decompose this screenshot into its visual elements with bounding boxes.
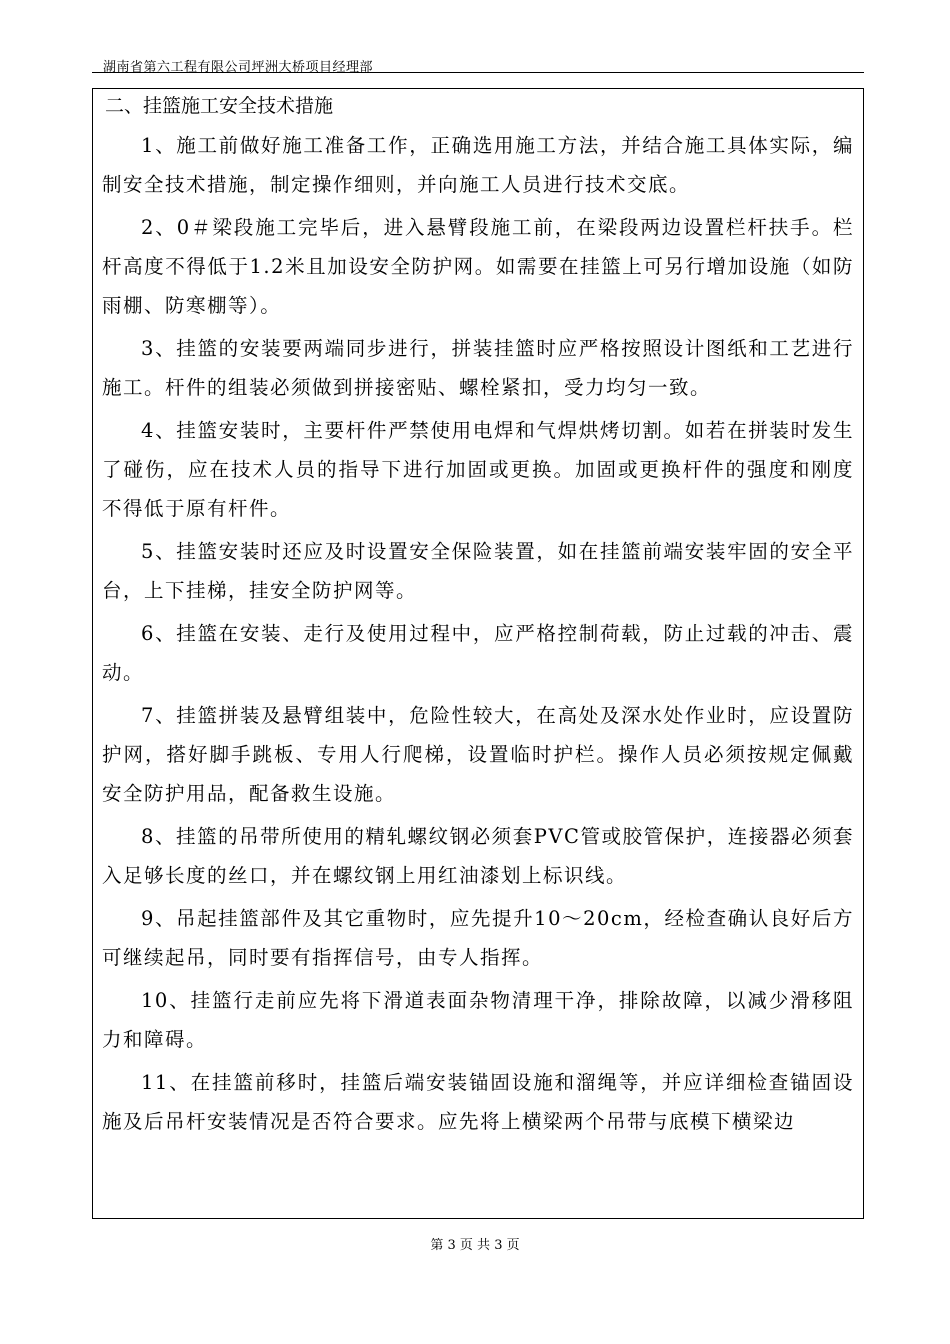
paragraph-6: 6、挂篮在安装、走行及使用过程中，应严格控制荷载，防止过载的冲击、震动。	[102, 622, 854, 684]
paragraph-11: 11、在挂篮前移时，挂篮后端安装锚固设施和溜绳等，并应详细检查锚固设施及后吊杆安装情况是否符合要求。应先将上横梁两个吊带与底模下横梁边	[102, 1071, 854, 1133]
header-divider	[92, 72, 864, 73]
paragraph-4: 4、挂篮安装时，主要杆件严禁使用电焊和气焊烘烤切割。如若在拼装时发生了碰伤，应在技术人员的指导下进行加固或更换。加固或更换杆件的强度和刚度不得低于原有杆件。	[102, 419, 854, 520]
paragraph-8: 8、挂篮的吊带所使用的精轧螺纹钢必须套PVC管或胶管保护，连接器必须套入足够长度的丝口，并在螺纹钢上用红油漆划上标识线。	[102, 825, 854, 887]
paragraph-9: 9、吊起挂篮部件及其它重物时，应先提升10～20cm，经检查确认良好后方可继续起吊，同时要有指挥信号，由专人指挥。	[102, 907, 854, 969]
document-header: 湖南省第六工程有限公司坪洲大桥项目经理部	[103, 60, 374, 75]
paragraph-5: 5、挂篮安装时还应及时设置安全保险装置，如在挂篮前端安装牢固的安全平台，上下挂梯，挂安全防护网等。	[102, 540, 854, 602]
paragraph-2: 2、0＃梁段施工完毕后，进入悬臂段施工前，在梁段两边设置栏杆扶手。栏杆高度不得低于1.2米且加设安全防护网。如需要在挂篮上可另行增加设施（如防雨棚、防寒棚等）。	[102, 216, 854, 317]
paragraph-10: 10、挂篮行走前应先将下滑道表面杂物清理干净，排除故障，以减少滑移阻力和障碍。	[102, 989, 854, 1051]
paragraph-list	[102, 126, 854, 1145]
paragraph-7: 7、挂篮拼装及悬臂组装中，危险性较大，在高处及深水处作业时，应设置防护网，搭好脚手跳板、专用人行爬梯，设置临时护栏。操作人员必须按规定佩戴安全防护用品，配备救生设施。	[102, 704, 854, 805]
paragraph-1: 1、施工前做好施工准备工作，正确选用施工方法，并结合施工具体实际，编制安全技术措施，制定操作细则，并向施工人员进行技术交底。	[102, 134, 854, 196]
paragraph-3: 3、挂篮的安装要两端同步进行，拼装挂篮时应严格按照设计图纸和工艺进行施工。杆件的组装必须做到拼接密贴、螺栓紧扣，受力均匀一致。	[102, 337, 854, 399]
section-title: 二、挂篮施工安全技术措施	[105, 95, 334, 117]
content-frame	[92, 88, 864, 1219]
page-footer: 第 3 页 共 3 页	[430, 1238, 520, 1253]
